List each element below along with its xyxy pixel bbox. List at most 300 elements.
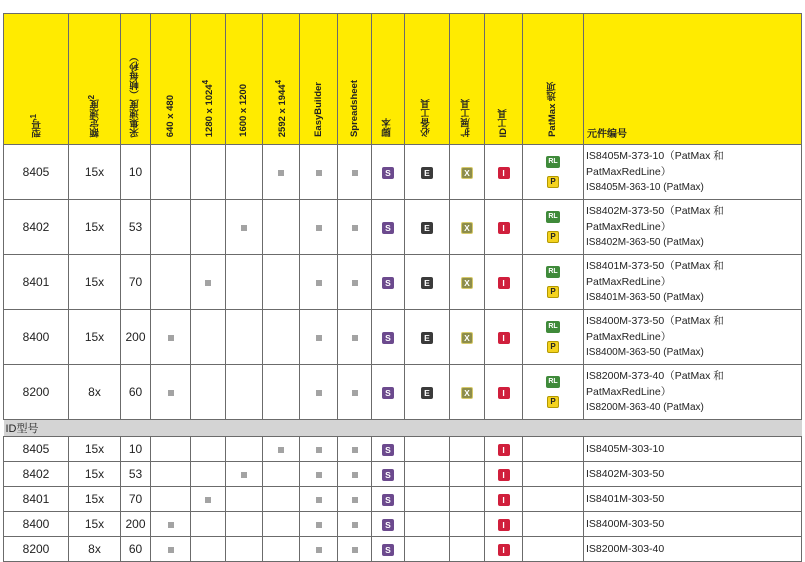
model-cell-value: 8200 bbox=[22, 385, 50, 399]
feature-square-icon bbox=[316, 522, 322, 528]
feature-square-icon bbox=[241, 225, 247, 231]
part-number-line-2: PatMaxRedLine） bbox=[586, 221, 672, 233]
id-tools-i-icon: I bbox=[498, 519, 510, 531]
spreadsheet-cell bbox=[338, 437, 372, 462]
header-part-number-label: 元件编号 bbox=[587, 129, 627, 140]
script-cell bbox=[372, 512, 405, 537]
part-number-cell bbox=[584, 537, 802, 562]
id-table-row bbox=[4, 512, 802, 537]
fps-cell-value: 200 bbox=[125, 330, 146, 344]
fps-cell bbox=[121, 145, 151, 200]
extended-tools-cell bbox=[450, 537, 485, 562]
feature-square-icon bbox=[352, 547, 358, 553]
part-number-cell bbox=[584, 365, 802, 420]
script-cell bbox=[372, 145, 405, 200]
feature-square-icon bbox=[278, 447, 284, 453]
res-2592-cell bbox=[263, 365, 300, 420]
part-number-text: IS8401M-303-50 bbox=[586, 493, 665, 505]
id-tools-cell bbox=[485, 310, 523, 365]
patmax-cell bbox=[523, 437, 584, 462]
script-s-icon: S bbox=[382, 494, 394, 506]
spreadsheet-cell bbox=[338, 512, 372, 537]
res-1280-cell bbox=[191, 365, 226, 420]
header-rated-speed bbox=[69, 14, 121, 145]
res-2592-cell bbox=[263, 200, 300, 255]
feature-square-icon bbox=[352, 280, 358, 286]
res-1280-cell bbox=[191, 512, 226, 537]
res-1600-cell bbox=[226, 512, 263, 537]
part-number-line-2: PatMaxRedLine） bbox=[586, 331, 672, 343]
feature-square-icon bbox=[352, 390, 358, 396]
model-cell bbox=[4, 255, 69, 310]
model-cell bbox=[4, 512, 69, 537]
rated-speed-cell bbox=[69, 512, 121, 537]
feature-square-icon bbox=[278, 170, 284, 176]
res-1600-cell bbox=[226, 437, 263, 462]
res-640-cell bbox=[151, 462, 191, 487]
part-number-line-2: PatMaxRedLine） bbox=[586, 386, 672, 398]
feature-square-icon bbox=[316, 497, 322, 503]
header-res-1280 bbox=[191, 14, 226, 145]
res-1280-cell bbox=[191, 462, 226, 487]
patmax-badges bbox=[523, 321, 583, 353]
extended-tools-cell bbox=[450, 145, 485, 200]
rated-speed-cell-value: 8x bbox=[88, 542, 101, 556]
script-cell bbox=[372, 365, 405, 420]
header-rated-speed-footnote: 2 bbox=[87, 94, 97, 99]
model-cell-value: 8400 bbox=[22, 517, 50, 531]
feature-square-icon bbox=[316, 390, 322, 396]
easybuilder-cell bbox=[300, 437, 338, 462]
res-640-cell bbox=[151, 512, 191, 537]
script-s-icon: S bbox=[382, 387, 394, 399]
script-s-icon: S bbox=[382, 444, 394, 456]
required-tools-e-icon: E bbox=[421, 332, 433, 344]
part-number-line-3: IS8400M-363-50 (PatMax) bbox=[586, 347, 704, 358]
required-tools-e-icon: E bbox=[421, 387, 433, 399]
part-number-line-1: IS8400M-373-50（PatMax 和 bbox=[586, 315, 724, 327]
id-tools-i-icon: I bbox=[498, 387, 510, 399]
header-row bbox=[4, 14, 802, 145]
script-cell bbox=[372, 255, 405, 310]
fps-cell-value: 10 bbox=[128, 165, 143, 179]
model-cell-value: 8401 bbox=[22, 492, 50, 506]
section-divider-row bbox=[4, 420, 802, 437]
feature-square-icon bbox=[316, 472, 322, 478]
rated-speed-cell bbox=[69, 487, 121, 512]
header-res-1600: 1600 x 1200 bbox=[226, 14, 263, 145]
part-number-text: IS8200M-303-40 bbox=[586, 543, 665, 555]
rated-speed-cell-value: 15x bbox=[84, 467, 105, 481]
feature-square-icon bbox=[316, 447, 322, 453]
rated-speed-cell-value: 15x bbox=[84, 442, 105, 456]
part-number-line-3: IS8401M-363-50 (PatMax) bbox=[586, 292, 704, 303]
header-extended-tools: 扩展工具 bbox=[450, 14, 485, 145]
extended-tools-x-icon: X bbox=[461, 277, 473, 289]
res-1280-cell bbox=[191, 255, 226, 310]
fps-cell bbox=[121, 437, 151, 462]
fps-cell bbox=[121, 255, 151, 310]
required-tools-cell bbox=[405, 437, 450, 462]
spreadsheet-cell bbox=[338, 365, 372, 420]
extended-tools-cell bbox=[450, 310, 485, 365]
rated-speed-cell-value: 15x bbox=[84, 275, 105, 289]
feature-square-icon bbox=[205, 280, 211, 286]
feature-square-icon bbox=[352, 497, 358, 503]
id-tools-cell bbox=[485, 512, 523, 537]
id-tools-i-icon: I bbox=[498, 167, 510, 179]
part-number-text: IS8405M-303-10 bbox=[586, 443, 665, 455]
script-cell bbox=[372, 200, 405, 255]
part-number-line-3: IS8200M-363-40 (PatMax) bbox=[586, 402, 704, 413]
header-model bbox=[4, 14, 69, 145]
feature-square-icon bbox=[316, 280, 322, 286]
rated-speed-cell bbox=[69, 462, 121, 487]
res-640-cell bbox=[151, 255, 191, 310]
patmax-cell bbox=[523, 310, 584, 365]
feature-square-icon bbox=[241, 472, 247, 478]
feature-square-icon bbox=[316, 225, 322, 231]
patmax-redline-rl-icon: RL bbox=[546, 156, 560, 168]
header-patmax: PatMax 选项 bbox=[523, 14, 584, 145]
res-2592-cell bbox=[263, 255, 300, 310]
patmax-cell bbox=[523, 200, 584, 255]
script-s-icon: S bbox=[382, 332, 394, 344]
id-tools-i-icon: I bbox=[498, 277, 510, 289]
feature-square-icon bbox=[205, 497, 211, 503]
res-1600-cell bbox=[226, 145, 263, 200]
easybuilder-cell bbox=[300, 200, 338, 255]
fps-cell bbox=[121, 462, 151, 487]
required-tools-e-icon: E bbox=[421, 167, 433, 179]
easybuilder-cell bbox=[300, 310, 338, 365]
patmax-p-icon: P bbox=[547, 176, 559, 188]
res-1280-cell bbox=[191, 145, 226, 200]
spreadsheet-cell bbox=[338, 145, 372, 200]
feature-square-icon bbox=[352, 472, 358, 478]
id-tools-cell bbox=[485, 145, 523, 200]
model-cell bbox=[4, 437, 69, 462]
patmax-p-icon: P bbox=[547, 231, 559, 243]
header-res-1280-footnote: 4 bbox=[200, 79, 210, 85]
patmax-redline-rl-icon: RL bbox=[546, 266, 560, 278]
res-640-cell bbox=[151, 310, 191, 365]
model-cell-value: 8405 bbox=[22, 442, 50, 456]
id-table-row bbox=[4, 462, 802, 487]
part-number-cell bbox=[584, 437, 802, 462]
part-number-cell bbox=[584, 310, 802, 365]
easybuilder-cell bbox=[300, 462, 338, 487]
script-s-icon: S bbox=[382, 469, 394, 481]
table-row bbox=[4, 255, 802, 310]
patmax-cell bbox=[523, 145, 584, 200]
extended-tools-x-icon: X bbox=[461, 332, 473, 344]
model-cell-value: 8401 bbox=[22, 275, 50, 289]
id-tools-i-icon: I bbox=[498, 494, 510, 506]
patmax-badges bbox=[523, 211, 583, 243]
patmax-cell bbox=[523, 537, 584, 562]
res-1280-cell bbox=[191, 310, 226, 365]
part-number-line-2: PatMaxRedLine） bbox=[586, 276, 672, 288]
script-s-icon: S bbox=[382, 167, 394, 179]
res-1600-cell bbox=[226, 537, 263, 562]
id-tools-cell bbox=[485, 537, 523, 562]
extended-tools-cell bbox=[450, 437, 485, 462]
rated-speed-cell bbox=[69, 537, 121, 562]
fps-cell-value: 70 bbox=[128, 275, 143, 289]
rated-speed-cell-value: 15x bbox=[84, 492, 105, 506]
header-spreadsheet: Spreadsheet bbox=[338, 14, 372, 145]
model-cell-value: 8402 bbox=[22, 220, 50, 234]
res-1600-cell bbox=[226, 310, 263, 365]
part-number-cell bbox=[584, 462, 802, 487]
extended-tools-cell bbox=[450, 487, 485, 512]
fps-cell-value: 70 bbox=[128, 492, 143, 506]
required-tools-cell bbox=[405, 200, 450, 255]
model-cell bbox=[4, 365, 69, 420]
model-cell-value: 8400 bbox=[22, 330, 50, 344]
res-1280-cell bbox=[191, 200, 226, 255]
id-tools-i-icon: I bbox=[498, 222, 510, 234]
res-1280-cell bbox=[191, 537, 226, 562]
feature-square-icon bbox=[168, 547, 174, 553]
rated-speed-cell-value: 8x bbox=[88, 385, 101, 399]
fps-cell-value: 60 bbox=[128, 385, 143, 399]
spreadsheet-cell bbox=[338, 200, 372, 255]
patmax-cell bbox=[523, 512, 584, 537]
extended-tools-x-icon: X bbox=[461, 387, 473, 399]
required-tools-cell bbox=[405, 487, 450, 512]
model-cell bbox=[4, 200, 69, 255]
part-number-cell bbox=[584, 200, 802, 255]
feature-square-icon bbox=[352, 225, 358, 231]
model-cell-value: 8405 bbox=[22, 165, 50, 179]
patmax-badges bbox=[523, 376, 583, 408]
header-model-footnote: 1 bbox=[28, 113, 38, 118]
part-number-line-3: IS8405M-363-10 (PatMax) bbox=[586, 182, 704, 193]
res-640-cell bbox=[151, 145, 191, 200]
spreadsheet-cell bbox=[338, 487, 372, 512]
extended-tools-cell bbox=[450, 462, 485, 487]
spreadsheet-cell bbox=[338, 310, 372, 365]
required-tools-e-icon: E bbox=[421, 222, 433, 234]
fps-cell bbox=[121, 512, 151, 537]
fps-cell bbox=[121, 200, 151, 255]
part-number-cell bbox=[584, 487, 802, 512]
id-tools-i-icon: I bbox=[498, 444, 510, 456]
patmax-redline-rl-icon: RL bbox=[546, 376, 560, 388]
script-cell bbox=[372, 462, 405, 487]
fps-cell-value: 200 bbox=[125, 517, 146, 531]
id-tools-cell bbox=[485, 487, 523, 512]
res-2592-cell bbox=[263, 512, 300, 537]
fps-cell bbox=[121, 365, 151, 420]
rated-speed-cell bbox=[69, 310, 121, 365]
required-tools-cell bbox=[405, 310, 450, 365]
model-cell bbox=[4, 462, 69, 487]
id-table-row bbox=[4, 487, 802, 512]
res-1600-cell bbox=[226, 365, 263, 420]
header-res-640: 640 x 480 bbox=[151, 14, 191, 145]
header-res-2592-footnote: 4 bbox=[273, 79, 283, 85]
patmax-redline-rl-icon: RL bbox=[546, 211, 560, 223]
res-2592-cell bbox=[263, 537, 300, 562]
header-acq-speed: 采集速度（帧每秒） bbox=[121, 14, 151, 145]
extended-tools-x-icon: X bbox=[461, 167, 473, 179]
header-res-2592 bbox=[263, 14, 300, 145]
rated-speed-cell bbox=[69, 145, 121, 200]
easybuilder-cell bbox=[300, 537, 338, 562]
spreadsheet-cell bbox=[338, 537, 372, 562]
feature-square-icon bbox=[316, 170, 322, 176]
header-easybuilder: EasyBuilder bbox=[300, 14, 338, 145]
rated-speed-cell bbox=[69, 255, 121, 310]
feature-square-icon bbox=[168, 335, 174, 341]
script-s-icon: S bbox=[382, 222, 394, 234]
rated-speed-cell-value: 15x bbox=[84, 220, 105, 234]
easybuilder-cell bbox=[300, 145, 338, 200]
patmax-cell bbox=[523, 365, 584, 420]
patmax-p-icon: P bbox=[547, 341, 559, 353]
script-s-icon: S bbox=[382, 277, 394, 289]
required-tools-cell bbox=[405, 145, 450, 200]
res-2592-cell bbox=[263, 462, 300, 487]
easybuilder-cell bbox=[300, 365, 338, 420]
feature-square-icon bbox=[352, 170, 358, 176]
model-cell-value: 8200 bbox=[22, 542, 50, 556]
model-cell-value: 8402 bbox=[22, 467, 50, 481]
script-s-icon: S bbox=[382, 544, 394, 556]
res-1280-cell bbox=[191, 487, 226, 512]
rated-speed-cell bbox=[69, 200, 121, 255]
id-tools-cell bbox=[485, 255, 523, 310]
id-table-row bbox=[4, 437, 802, 462]
table-body bbox=[4, 145, 802, 562]
part-number-line-1: IS8200M-373-40（PatMax 和 bbox=[586, 370, 724, 382]
id-tools-i-icon: I bbox=[498, 469, 510, 481]
fps-cell bbox=[121, 487, 151, 512]
patmax-cell bbox=[523, 255, 584, 310]
section-label: ID型号 bbox=[4, 420, 802, 437]
res-640-cell bbox=[151, 437, 191, 462]
table-row bbox=[4, 365, 802, 420]
res-640-cell bbox=[151, 487, 191, 512]
rated-speed-cell-value: 15x bbox=[84, 517, 105, 531]
id-table-row bbox=[4, 537, 802, 562]
feature-square-icon bbox=[352, 447, 358, 453]
res-1600-cell bbox=[226, 200, 263, 255]
id-tools-i-icon: I bbox=[498, 332, 510, 344]
part-number-cell bbox=[584, 145, 802, 200]
extended-tools-cell bbox=[450, 255, 485, 310]
part-number-line-1: IS8401M-373-50（PatMax 和 bbox=[586, 260, 724, 272]
res-640-cell bbox=[151, 537, 191, 562]
rated-speed-cell-value: 15x bbox=[84, 330, 105, 344]
rated-speed-cell bbox=[69, 437, 121, 462]
id-tools-i-icon: I bbox=[498, 544, 510, 556]
header-res-2592-label: 2592 x 1944 bbox=[276, 84, 288, 137]
part-number-cell bbox=[584, 255, 802, 310]
required-tools-cell bbox=[405, 462, 450, 487]
res-1600-cell bbox=[226, 255, 263, 310]
header-model-label: 型号 bbox=[31, 118, 43, 137]
feature-square-icon bbox=[168, 390, 174, 396]
id-tools-cell bbox=[485, 365, 523, 420]
res-640-cell bbox=[151, 200, 191, 255]
patmax-badges bbox=[523, 266, 583, 298]
res-1600-cell bbox=[226, 487, 263, 512]
table-row bbox=[4, 200, 802, 255]
header-rated-speed-label: 额定速度 bbox=[90, 99, 102, 137]
res-640-cell bbox=[151, 365, 191, 420]
res-1280-cell bbox=[191, 437, 226, 462]
easybuilder-cell bbox=[300, 512, 338, 537]
res-2592-cell bbox=[263, 487, 300, 512]
patmax-redline-rl-icon: RL bbox=[546, 321, 560, 333]
fps-cell-value: 10 bbox=[128, 442, 143, 456]
required-tools-cell bbox=[405, 537, 450, 562]
header-part-number bbox=[584, 14, 802, 145]
feature-square-icon bbox=[352, 335, 358, 341]
patmax-p-icon: P bbox=[547, 396, 559, 408]
extended-tools-cell bbox=[450, 365, 485, 420]
header-res-1280-label: 1280 x 1024 bbox=[203, 84, 215, 137]
required-tools-cell bbox=[405, 255, 450, 310]
required-tools-cell bbox=[405, 512, 450, 537]
part-number-line-3: IS8402M-363-50 (PatMax) bbox=[586, 237, 704, 248]
spreadsheet-cell bbox=[338, 255, 372, 310]
spreadsheet-cell bbox=[338, 462, 372, 487]
id-tools-cell bbox=[485, 200, 523, 255]
part-number-text: IS8402M-303-50 bbox=[586, 468, 665, 480]
patmax-p-icon: P bbox=[547, 286, 559, 298]
feature-square-icon bbox=[352, 522, 358, 528]
product-comparison-table bbox=[3, 13, 802, 562]
model-cell bbox=[4, 537, 69, 562]
feature-square-icon bbox=[316, 547, 322, 553]
res-2592-cell bbox=[263, 437, 300, 462]
fps-cell-value: 53 bbox=[128, 467, 143, 481]
feature-square-icon bbox=[168, 522, 174, 528]
required-tools-e-icon: E bbox=[421, 277, 433, 289]
part-number-line-1: IS8402M-373-50（PatMax 和 bbox=[586, 205, 724, 217]
feature-square-icon bbox=[316, 335, 322, 341]
id-tools-cell bbox=[485, 437, 523, 462]
part-number-text: IS8400M-303-50 bbox=[586, 518, 665, 530]
patmax-badges bbox=[523, 156, 583, 188]
res-2592-cell bbox=[263, 145, 300, 200]
script-cell bbox=[372, 437, 405, 462]
model-cell bbox=[4, 310, 69, 365]
fps-cell-value: 53 bbox=[128, 220, 143, 234]
res-2592-cell bbox=[263, 310, 300, 365]
script-s-icon: S bbox=[382, 519, 394, 531]
rated-speed-cell-value: 15x bbox=[84, 165, 105, 179]
model-cell bbox=[4, 487, 69, 512]
extended-tools-cell bbox=[450, 512, 485, 537]
header-script: 脚本 bbox=[372, 14, 405, 145]
res-1600-cell bbox=[226, 462, 263, 487]
table-row bbox=[4, 310, 802, 365]
patmax-cell bbox=[523, 487, 584, 512]
patmax-cell bbox=[523, 462, 584, 487]
easybuilder-cell bbox=[300, 255, 338, 310]
table-row bbox=[4, 145, 802, 200]
id-tools-cell bbox=[485, 462, 523, 487]
rated-speed-cell bbox=[69, 365, 121, 420]
easybuilder-cell bbox=[300, 487, 338, 512]
fps-cell bbox=[121, 310, 151, 365]
